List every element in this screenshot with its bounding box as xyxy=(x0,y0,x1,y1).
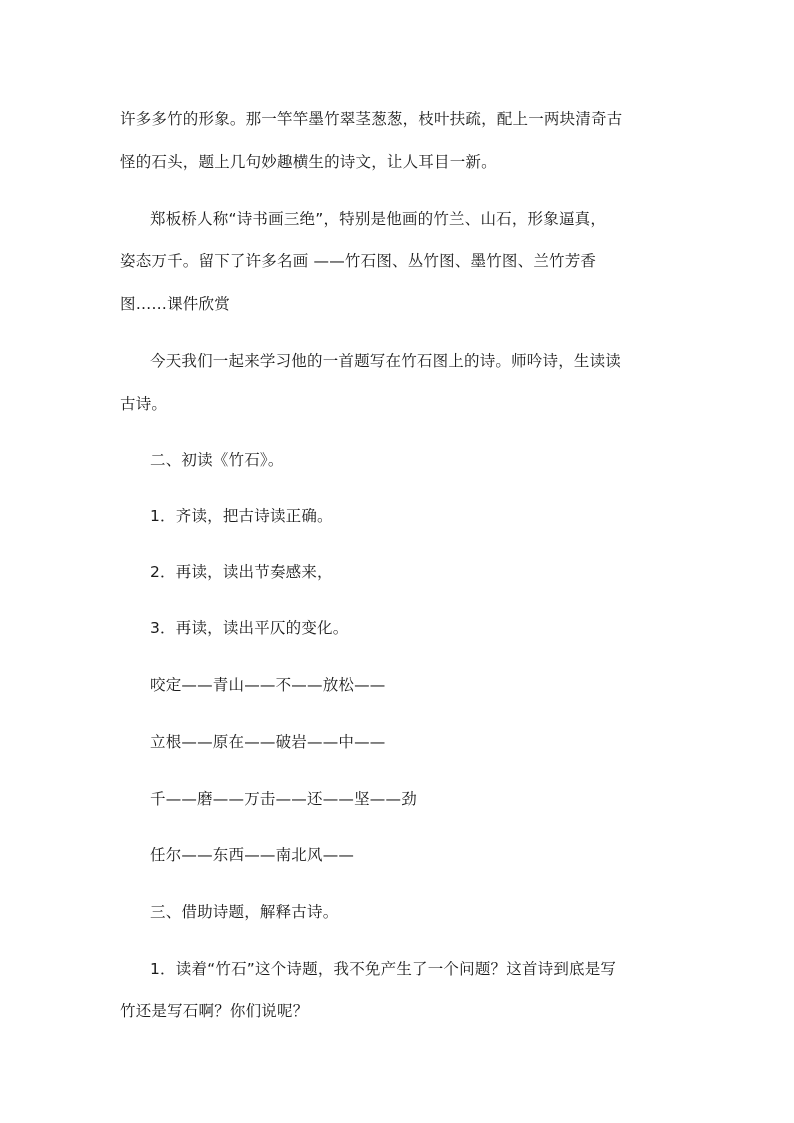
paragraph-line: 姿态万千。留下了许多名画 ——竹石图、丛竹图、墨竹图、兰竹芳香 xyxy=(120,252,597,270)
paragraph-line: 图……课件欣赏 xyxy=(120,295,230,313)
paragraph-line: 竹还是写石啊？你们说呢？ xyxy=(120,1002,309,1020)
paragraph-line: 许多多竹的形象。那一竿竿墨竹翠茎葱葱，枝叶扶疏，配上一两块清奇古 xyxy=(120,110,623,128)
list-item: 1．读着“竹石”这个诗题，我不免产生了一个问题？这首诗到底是写 xyxy=(150,960,617,978)
paragraph-line: 郑板桥人称“诗书画三绝”，特别是他画的竹兰、山石，形象逼真， xyxy=(150,210,607,228)
list-item: 1．齐读，把古诗读正确。 xyxy=(150,507,333,525)
poem-rhythm-line: 任尔——东西——南北风—— xyxy=(150,846,355,864)
list-item: 2．再读，读出节奏感来， xyxy=(150,563,333,581)
paragraph-line: 古诗。 xyxy=(120,395,168,413)
section-heading: 二、初读《竹石》。 xyxy=(150,451,284,469)
poem-rhythm-line: 千——磨——万击——还——坚——劲 xyxy=(150,790,417,808)
poem-rhythm-line: 立根——原在——破岩——中—— xyxy=(150,733,386,751)
section-heading: 三、借助诗题，解释古诗。 xyxy=(150,903,339,921)
list-item: 3．再读，读出平仄的变化。 xyxy=(150,619,349,637)
poem-rhythm-line: 咬定——青山——不——放松—— xyxy=(150,676,386,694)
paragraph-line: 今天我们一起来学习他的一首题写在竹石图上的诗。师吟诗，生读读 xyxy=(150,352,622,370)
paragraph-line: 怪的石头，题上几句妙趣横生的诗文，让人耳目一新。 xyxy=(120,153,497,171)
